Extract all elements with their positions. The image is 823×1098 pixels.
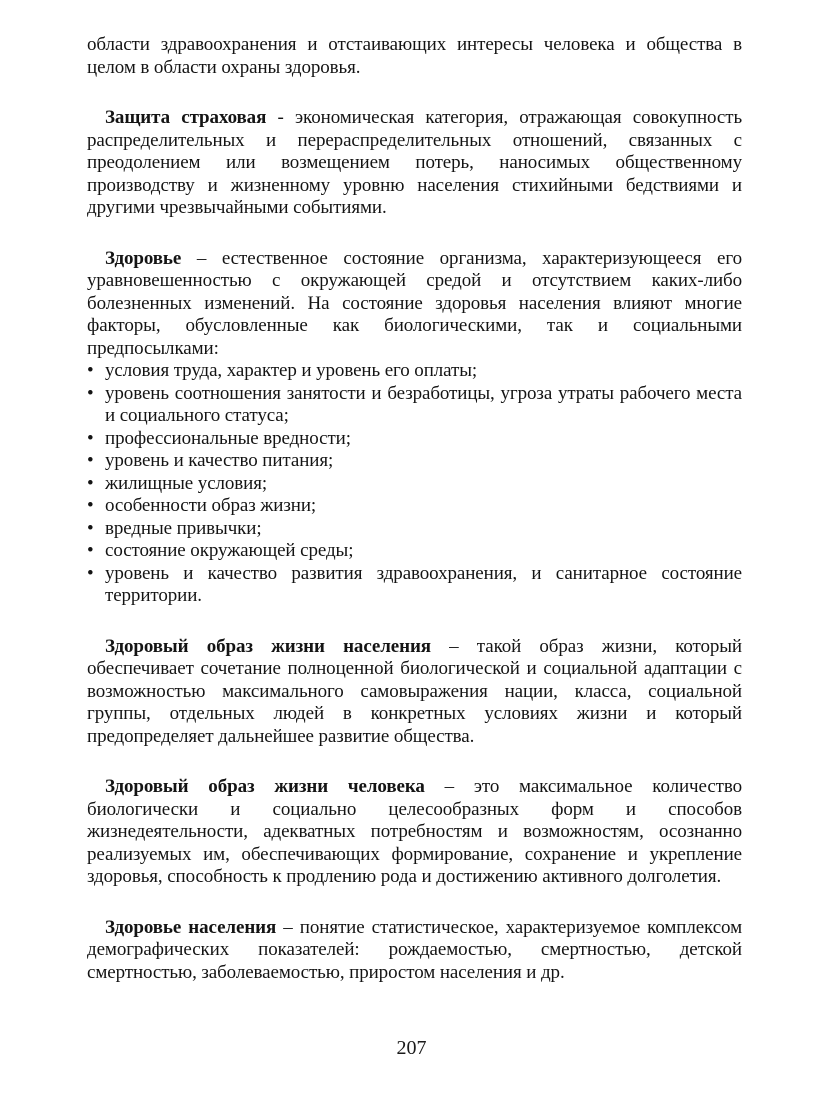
entry-paragraph (87, 917, 742, 985)
entry-definition: такой образ жизни, который обеспечивает сочетание полноценной биологической и социальной адаптации с возможностью максимального самовыражения нации, класса, социальной группы, отдельных людей в конкретных условиях жизни и который предопределяет дальнейшее развитие общества. (87, 635, 743, 747)
entry-definition: естественное состояние организма, характеризующееся его уравновешенностью с окружающей средой и отсутствием каких-либо болезненных изменений. На состояние здоровья населения влияют многие факторы, обусловленные как биологическими, так и социальными предпосылками: (87, 247, 742, 359)
list-item-text: жилищные условия; (105, 472, 268, 494)
list-item-text: уровень соотношения занятости и безработицы, угроза утраты рабочего места и социального статуса; (105, 382, 742, 426)
list-item (87, 383, 742, 428)
list-item-text: условия труда, характер и уровень его оплаты; (105, 360, 478, 381)
list-item (87, 360, 742, 383)
list-item-text: уровень и качество питания; (105, 450, 334, 471)
entry-separator: – (430, 635, 477, 657)
entry-separator: – (181, 247, 222, 269)
entry-paragraph (87, 776, 742, 889)
entry-zdorovye-naseleniya (87, 917, 742, 985)
list-item-text: состояние окружающей среды; (105, 540, 354, 561)
entry-zdorovye (87, 248, 742, 608)
bullet-icon: • (87, 382, 94, 404)
entry-zdorovyy-obraz-zhizni-naseleniya (87, 636, 742, 749)
bullet-icon: • (87, 360, 94, 381)
entry-paragraph (87, 248, 742, 361)
entry-paragraph (87, 636, 742, 749)
entry-term: Здоровье (105, 247, 182, 269)
bullet-icon: • (87, 495, 94, 516)
entry-term: Здоровый образ жизни человека (105, 776, 425, 797)
list-item (87, 428, 742, 451)
list-item (87, 450, 742, 473)
page-number: 207 (396, 1037, 427, 1059)
entry-term: Здоровье населения (105, 916, 277, 938)
entry-zdorovyy-obraz-zhizni-cheloveka (87, 776, 742, 889)
entry-zashchita-strakhovaya (87, 107, 742, 220)
entry-term: Здоровый образ жизни населения (105, 635, 431, 657)
intro-paragraph: области здравоохранения и отстаивающих интересы человека и общества в целом в области охраны здоровья. (87, 34, 742, 78)
entry-term: Защита страховая (105, 107, 267, 128)
entry-definition: это максимальное количество биологически и социально целесообразных форм и способов жизнедеятельности, адекватных потребностям и возможностям, осознанно реализуемых им, обеспечивающих формирование, сохранение и укрепление здоровья, способность к продлению рода и достижению активного долголетия. (87, 776, 743, 887)
bullet-icon: • (87, 450, 94, 471)
entry-separator: – (424, 776, 474, 797)
entry-definition: экономическая категория, отражающая совокупность распределительных и перераспределительных отношений, связанных с преодолением или возмещением потерь, наносимых общественному производству и жизненному уровню населения стихийными бедствиями и другими чрезвычайными событиями. (87, 107, 743, 218)
entry-definition: понятие статистическое, характеризуемое комплексом демографических показателей: рождаемостью, смертностью, детской смертностью, заболеваемостью, приростом населения и др. (87, 916, 743, 983)
bullet-icon: • (87, 562, 94, 584)
list-item (87, 518, 742, 541)
entry-separator: – (276, 916, 300, 938)
entry-paragraph (87, 107, 742, 220)
bullet-icon: • (87, 427, 94, 449)
list-item-text: профессиональные вредности; (105, 427, 351, 449)
list-item (87, 563, 742, 608)
list-item-text: уровень и качество развития здравоохранения, и санитарное состояние территории. (105, 562, 742, 606)
list-item (87, 473, 742, 496)
list-item (87, 540, 742, 563)
page-content (87, 34, 742, 984)
entry-separator: - (266, 107, 295, 128)
list-item-text: особенности образ жизни; (105, 495, 317, 516)
factors-list (87, 360, 742, 608)
bullet-icon: • (87, 472, 94, 494)
bullet-icon: • (87, 540, 94, 561)
bullet-icon: • (87, 517, 94, 539)
list-item (87, 495, 742, 518)
list-item-text: вредные привычки; (105, 517, 262, 539)
